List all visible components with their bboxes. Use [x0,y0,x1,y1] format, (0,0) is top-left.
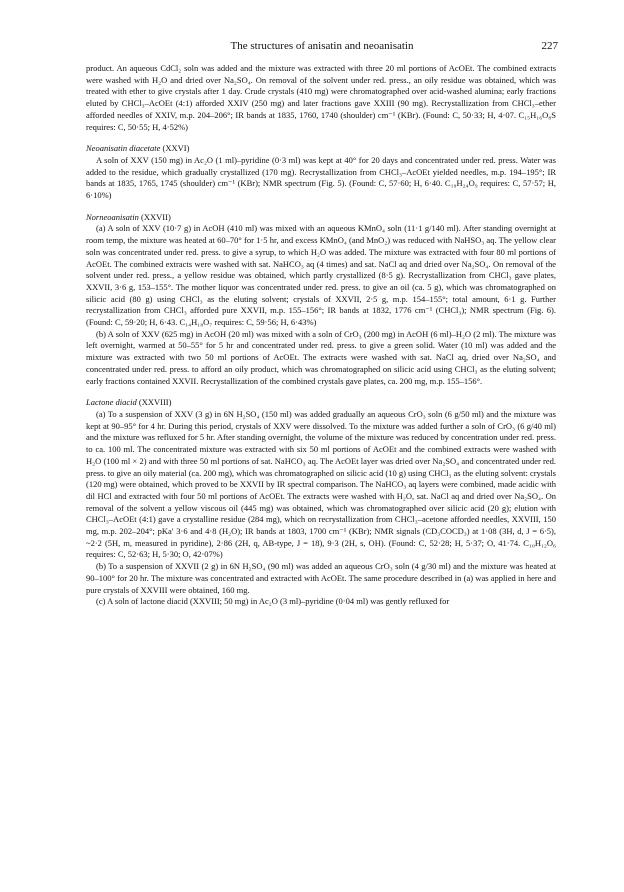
section-heading-name: Neoanisatin diacetate [86,143,161,154]
article-body [86,63,556,608]
page-number: 227 [541,40,558,52]
section-neoanisatin-diacetate [86,143,556,202]
section-heading-name: Norneoanisatin [86,211,139,222]
section-paragraph: A soln of XXV (150 mg) in Ac₂O (1 ml)–pyridine (0·3 ml) was kept at 40° for 20 days and concentrated under red. press. Water was added to the residue, which gradually crystallized (170 mg). Recrystallization from CHCl₃–AcOEt yielded needles, m.p. 194–195°; IR bands at 1835, 1765, 1745 (shoulder) cm⁻¹ (KBr); NMR spectrum (Fig. 5). (Found: C, 57·60; H, 6·40. C₁₉H₂₄O₉ requires: C, 57·57; H, 6·10%) [86,154,556,201]
section-norneoanisatin [86,212,556,388]
section-heading [86,143,556,155]
running-header [86,40,558,56]
section-heading-compound: (XXVII) [138,211,171,222]
section-paragraph: (b) A soln of XXV (625 mg) in AcOH (20 ml) was mixed with a soln of CrO₃ (200 mg) in AcOH (6 ml)–H₂O (2 ml). The mixture was left overnight, warmed at 50–55° for 5 hr and concentrated under red. press. to give a green solid. Water (10 ml) was added and the mixture was extracted with two 50 ml portions of AcOEt. The extracts were washed with sat. NaCl aq, dried over Na₂SO₄ and concentrated under red. press. to afford an oily product, which was chromatographed on silicic acid using CHCl₃ as the eluting solvent; early fractions contained XXVII. Recrystallization of the combined crystals gave plates, ca. 200 mg, m.p. 155–156°. [86,328,556,386]
section-heading [86,397,556,409]
section-lactone-diacid [86,397,556,608]
running-title: The structures of anisatin and neoanisatin [230,40,414,52]
section-heading-compound: (XXVI) [160,143,190,154]
section-heading-name: Lactone diacid [86,397,137,408]
section-heading-compound: (XXVIII) [136,397,172,408]
section-paragraph: (b) To a suspension of XXVII (2 g) in 6N H₂SO₄ (90 ml) was added an aqueous CrO₃ soln (4 g/30 ml) and the mixture was heated at 90–100° for 20 hr. The mixture was concentrated and extracted with AcOEt. The same procedure described in (a) was applied in here and pure crystals of XXVIII were obtained, 160 mg. [86,561,556,595]
intro-paragraph: product. An aqueous CdCl₂ soln was added and the mixture was extracted with three 20 ml portions of AcOEt. The combined extracts were washed with H₂O and dried over Na₂SO₄. On removal of the solvent under red. press., an oily residue was obtained, which was treated with ether to give crystals after 1 day. Crude crystals (410 mg) were chromatographed over acid-washed alumina; early fractions eluted by CHCl₃–AcOEt (4:1) afforded XXIV (250 mg) and later fractions gave XXIII (90 mg). Recrystallization from CHCl₃–ether afforded needles of XXIV, m.p. 204–206°; IR bands at 1835, 1760, 1740 (shoulder) cm⁻¹ (KBr). (Found: C, 50·33; H, 4·07. C₁₅H₁₆O₈S requires: C, 50·55; H, 4·52%) [86,63,556,132]
section-paragraph: (a) To a suspension of XXV (3 g) in 6N H₂SO₄ (150 ml) was added gradually an aqueous CrO₃ soln (6 g/50 ml) and the mixture was kept at 90–95° for 4 hr. During this period, crystals of XXV were dissolved. To the mixture was added further a soln of CrO₃ (6 g/40 ml) and the mixture was refluxed for 5 hr. After standing overnight, the volume of the mixture was reduced by concentration under red. press. to ca. 100 ml. The concentrated mixture was extracted with six 50 ml portions of AcOEt and the combined extracts were washed with H₂O (100 ml × 2) and with three 50 ml portions of sat. NaHCO₃ aq. The AcOEt layer was dried over Na₂SO₄ and concentrated under red. press. to give an oily material (ca. 200 mg), which was chromatographed on silicic acid (10 g) using CHCl₃ as the eluting solvent: crystals (120 mg) were obtained, which proved to be XXVII by IR spectral comparison. The NaHCO₃ aq layers were combined, made acidic with dil HCl and extracted with four 50 ml portions of AcOEt. The extracts were washed with H₂O, sat. NaCl aq and dried over Na₂SO₄. On removal of the solvent a yellow viscous oil (445 mg) was obtained, which was chromatographed over silicic acid (20 g); elution with CHCl₃–AcOEt (4:1) gave a crystalline residue (284 mg), which on recrystallization from CHCl₃–acetone afforded needles, XXVIII, 150 mg, m.p. 202–204°; pKa′ 3·6 and 4·8 (H₂O); IR bands at 1803, 1700 cm⁻¹ (KBr); NMR signals (CD₃COCD₃) at 1·08 (3H, d, J = 6·5), ~2·2 (5H, m, measured in pyridine), 2·86 (2H, q, AB-type, J = 18), 9·3 (2H, s, OH). (Found: C, 52·28; H, 5·37; O, 41·74. C₁₀H₁₂O₆ requires: C, 52·63; H, 5·30; O, 42·07%) [86,408,556,560]
section-paragraph: (a) A soln of XXV (10·7 g) in AcOH (410 ml) was mixed with an aqueous KMnO₄ soln (11·1 g/140 ml). After standing overnight at room temp, the mixture was heated at 60–70° for 1·5 hr, and excess KMnO₄ (and MnO₂) was reduced with NaHSO₃ aq. The yellow clear soln was concentrated under red. press. to give a syrup, to which H₂O was added. The mixture was extracted with four 80 ml portions of AcOEt. The combined extracts were washed with sat. NaHCO₃ aq (4 times) and sat. NaCl aq and dried over Na₂SO₄. On removal of the solvent under red. press., a yellow residue was obtained, which partly crystallized (8·5 g). Recrystallization from CHCl₃ gave plates, XXVII, 3·6 g, 153–155°. The mother liquor was concentrated under red. press. to give an oil (ca. 5 g), which was chromatographed on silicic acid (80 g) using CHCl₃ as the eluting solvent; crystals of XXVII, 2·5 g, m.p. 154–155°; total amount, 6·1 g. Further recrystallization from CHCl₃ afforded pure XXVII, m.p. 155–156°; IR bands at 1832, 1776 cm⁻¹ (CHCl₃); NMR spectrum (Fig. 6). (Found: C, 59·20; H, 6·43. C₁₄H₁₈O₇ requires: C, 59·56; H, 6·43%) [86,223,556,328]
section-paragraph: (c) A soln of lactone diacid (XXVIII; 50 mg) in Ac₂O (3 ml)–pyridine (0·04 ml) was gently refluxed for [96,596,450,607]
section-heading [86,212,556,224]
